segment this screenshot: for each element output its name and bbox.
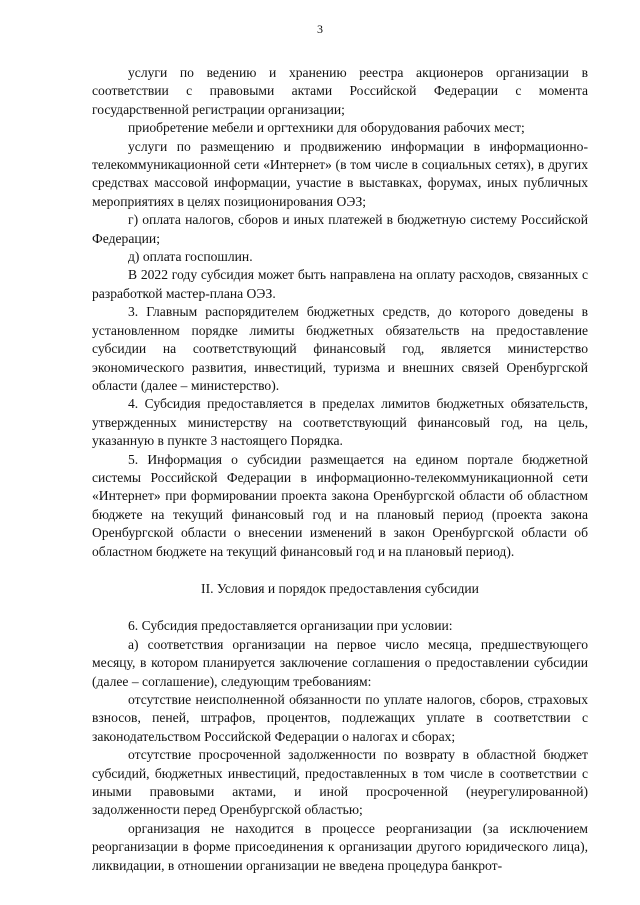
document-body	[92, 64, 588, 875]
page-number: 3	[317, 22, 323, 36]
paragraph-internet-promotion: услуги по размещению и продвижению информации в информационно-телекоммуникационной сети «Интернет» (в том числе в социальных сетях), в других средствах массовой информации, участие в выставках, форумах, иных публичных мероприятиях в целях позиционирования ОЭЗ;	[92, 138, 588, 209]
paragraph-clause-3: 3. Главным распорядителем бюджетных средств, до которого доведены в установленном порядке лимиты бюджетных обязательств на предоставление субсидии на соответствующий финансовый год, является министерство экономического развития, инвестиций, туризма и внешних связей Оренбургской области (далее – министерство).	[92, 304, 588, 393]
paragraph-registry-services: услуги по ведению и хранению реестра акционеров организации в соответствии с правовыми актами Российской Федерации с момента государственной регистрации организации;	[92, 65, 588, 117]
paragraph-clause-6a: а) соответствия организации на первое число месяца, предшествующего месяцу, в котором планируется заключение соглашения о предоставлении субсидии (далее – соглашение), следующим требованиям:	[92, 636, 588, 689]
paragraph-2022-master-plan: В 2022 году субсидия может быть направлена на оплату расходов, связанных с разработкой мастер-плана ОЭЗ.	[92, 267, 588, 301]
paragraph-clause-5: 5. Информация о субсидии размещается на едином портале бюджетной системы Российской Федерации в информационно-телекоммуникационной сети «Интернет» при формировании проекта закона Оренбургской области об областном бюджете на текущий финансовый год и на плановый период (проекта закона Оренбургской области о внесении изменений в закон Оренбургской области об областном бюджете на текущий финансовый год и на плановый период).	[92, 451, 588, 559]
paragraph-item-d-fees: д) оплата госпошлин.	[128, 249, 253, 265]
paragraph-furniture-purchase: приобретение мебели и оргтехники для оборудования рабочих мест;	[128, 120, 525, 136]
section-heading: II. Условия и порядок предоставления субсидии	[201, 580, 479, 596]
paragraph-item-g-taxes: г) оплата налогов, сборов и иных платежей в бюджетную систему Российской Федерации;	[92, 212, 588, 246]
paragraph-clause-6: 6. Субсидия предоставляется организации при условии:	[128, 618, 453, 634]
paragraph-no-reorganization: организация не находится в процессе реорганизации (за исключением реорганизации в форме присоединения к организации другого юридического лица), ликвидации, в отношении организации не введена процедура банкрот-	[92, 820, 588, 873]
paragraph-no-overdue-debt: отсутствие просроченной задолженности по возврату в областной бюджет субсидий, бюджетных инвестиций, предоставленных в том числе в соответствии с иными правовыми актами, и иной просроченной (неурегулированной) задолженности перед Оренбургской областью;	[92, 747, 588, 818]
paragraph-clause-4: 4. Субсидия предоставляется в пределах лимитов бюджетных обязательств, утвержденных министерству на соответствующий финансовый год, на цель, указанную в пункте 3 настоящего Порядка.	[92, 396, 588, 449]
paragraph-no-tax-debt: отсутствие неисполненной обязанности по уплате налогов, сборов, страховых взносов, пеней, штрафов, процентов, подлежащих уплате в соответствии с законодательством Российской Федерации о налогах и сборах;	[92, 692, 588, 744]
